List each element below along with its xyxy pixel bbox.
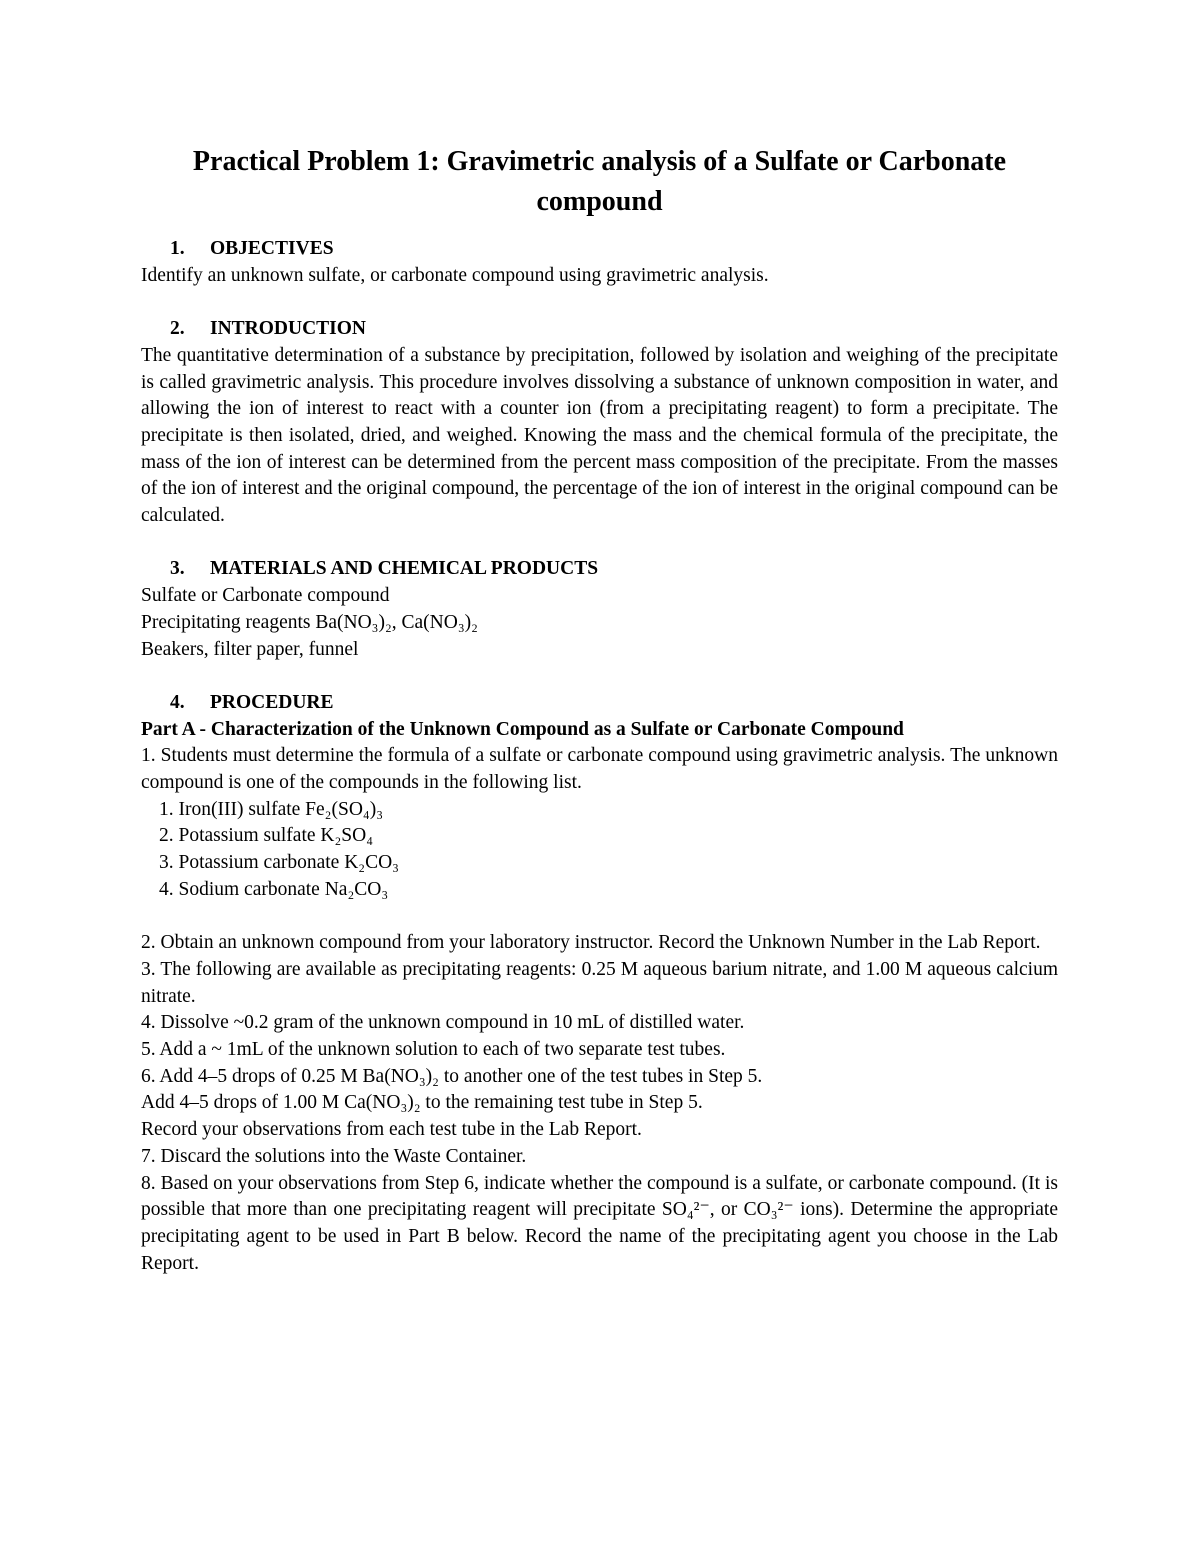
procedure-step-6: 6. Add 4–5 drops of 0.25 M Ba(NO₃)₂ to another one of the test tubes in Step 5. — [141, 1065, 763, 1087]
materials-line-compound: Sulfate or Carbonate compound — [141, 585, 390, 607]
objectives-number: 1. — [170, 238, 185, 259]
part-a-title: Part A - Characterization of the Unknown Compound as a Sulfate or Carbonate Compound — [141, 718, 904, 740]
document-title: Practical Problem 1: Gravimetric analysis of a Sulfate or Carbonate compound — [192, 146, 1007, 217]
materials-heading — [141, 556, 1058, 583]
procedure-heading-text: PROCEDURE — [210, 691, 334, 713]
procedure-step-6-record: Record your observations from each test tube in the Lab Report. — [141, 1119, 642, 1141]
introduction-text: The quantitative determination of a substance by precipitation, followed by isolation and weighing of the precipitate is called gravimetric analysis. This procedure involves dissolving a substance of unknown composition in water, and allowing the ion of interest to react with a counter ion (from a precipitating reagent) to form a precipitate. The precipitate is then isolated, dried, and weighed. Knowing the mass and the chemical formula of the precipitate, the mass of the ion of interest can be determined from the percent mass composition of the precipitate. From the masses of the ion of interest and the original compound, the percentage of the ion of interest in the original compound can be calculated. — [141, 344, 1058, 527]
procedure-step-7: 7. Discard the solutions into the Waste Container. — [141, 1145, 527, 1167]
compound-item: 4. Sodium carbonate Na₂CO₃ — [159, 878, 389, 900]
compound-item: 2. Potassium sulfate K₂SO₄ — [159, 825, 374, 847]
compound-list — [141, 797, 1058, 904]
materials-number: 3. — [170, 558, 185, 580]
procedure-step-2: 2. Obtain an unknown compound from your laboratory instructor. Record the Unknown Number in the Lab Report. — [141, 932, 1041, 954]
procedure-step-3: 3. The following are available as precipitating reagents: 0.25 M aqueous barium nitrate, and 1.00 M aqueous calcium nitrate. — [141, 958, 1058, 1007]
procedure-step-5: 5. Add a ~ 1mL of the unknown solution to each of two separate test tubes. — [141, 1039, 726, 1061]
objectives-heading-text: OBJECTIVES — [210, 238, 334, 259]
objectives-text: Identify an unknown sulfate, or carbonate compound using gravimetric analysis. — [141, 264, 769, 286]
introduction-heading — [141, 316, 1058, 343]
objectives-heading — [141, 236, 1058, 263]
introduction-number: 2. — [170, 318, 185, 340]
introduction-heading-text: INTRODUCTION — [210, 318, 367, 340]
procedure-step-6-calcium: Add 4–5 drops of 1.00 M Ca(NO₃)₂ to the remaining test tube in Step 5. — [141, 1092, 703, 1114]
procedure-step-8: 8. Based on your observations from Step 6, indicate whether the compound is a sulfate, or carbonate compound. (It is possible that more than one precipitating reagent will precipitate SO₄²⁻, or CO₃²⁻ ions). Determine the appropriate precipitating agent to be used in Part B below. Record the name of the precipitating agent you choose in the Lab Report. — [141, 1172, 1058, 1274]
procedure-step-1: 1. Students must determine the formula of a sulfate or carbonate compound using gravimetric analysis. The unknown compound is one of the compounds in the following list. — [141, 745, 1058, 794]
procedure-step-4: 4. Dissolve ~0.2 gram of the unknown compound in 10 mL of distilled water. — [141, 1012, 745, 1034]
compound-item: 1. Iron(III) sulfate Fe₂(SO₄)₃ — [159, 798, 383, 820]
procedure-number: 4. — [170, 691, 185, 713]
materials-line-reagents: Precipitating reagents Ba(NO₃)₂, Ca(NO₃)₂ — [141, 611, 478, 633]
materials-heading-text: MATERIALS AND CHEMICAL PRODUCTS — [210, 558, 599, 580]
document-body — [141, 142, 1058, 1277]
materials-line-equipment: Beakers, filter paper, funnel — [141, 638, 359, 660]
compound-item: 3. Potassium carbonate K₂CO₃ — [159, 852, 399, 874]
procedure-heading — [141, 690, 1058, 717]
